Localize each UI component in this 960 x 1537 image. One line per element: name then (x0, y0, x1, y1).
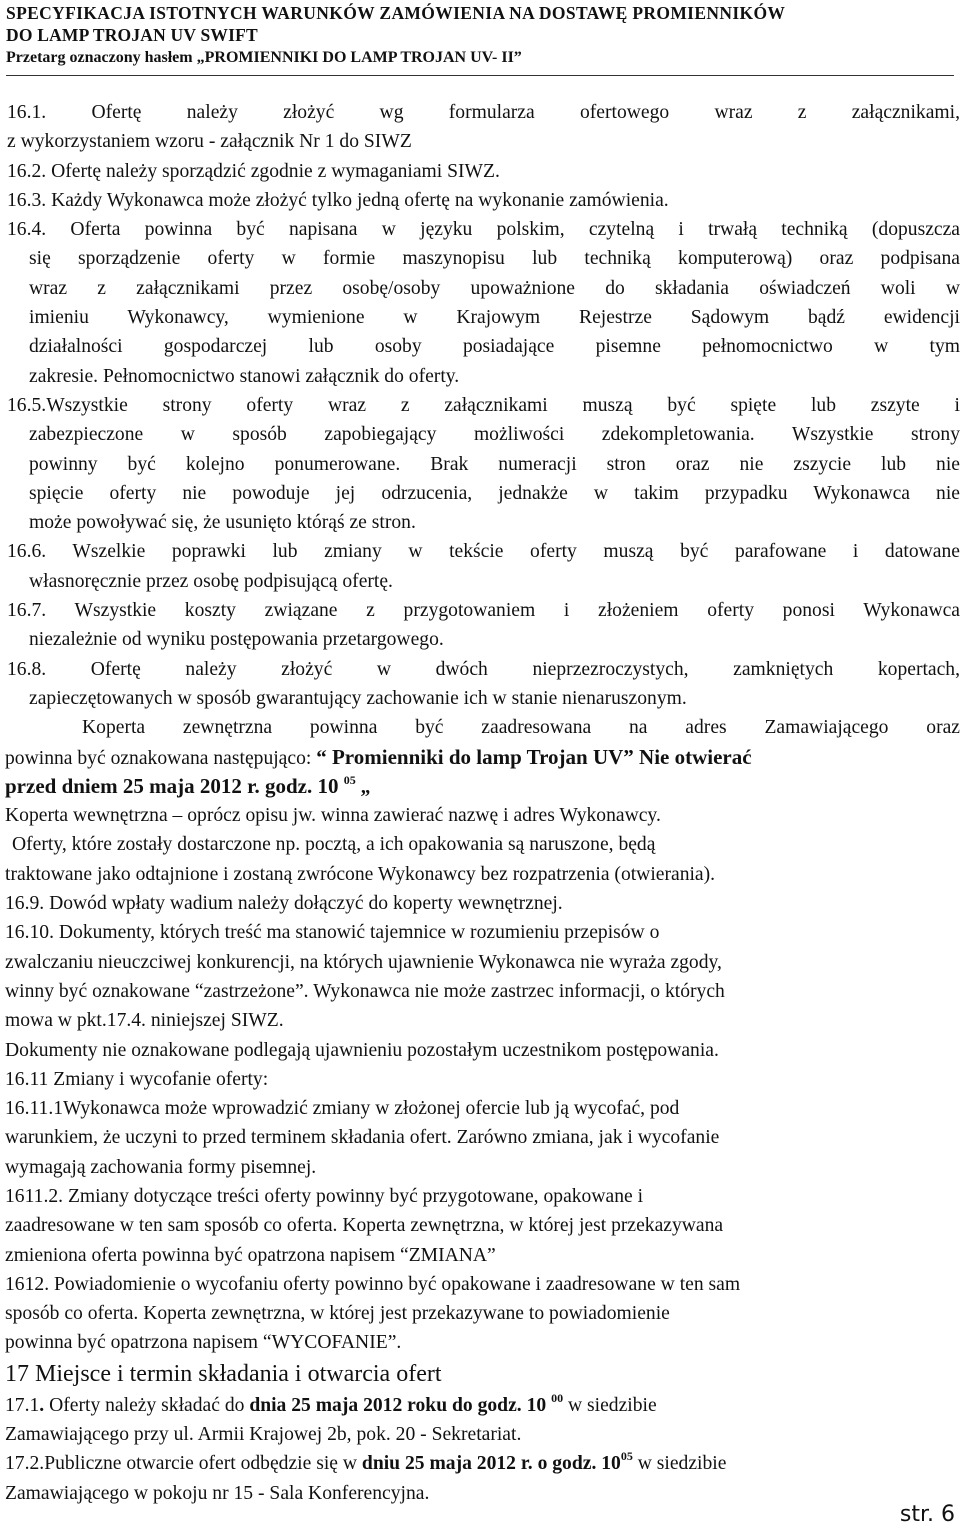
text-span: 17.2.Publiczne otwarcie ofert odbędzie się w (5, 1453, 362, 1475)
text-line: zaadresowane w ten sam sposób co oferta. Koperta zewnętrzna, w której jest przekazywana (5, 1215, 724, 1237)
text-line: wymagają zachowania formy pisemnej. (5, 1156, 317, 1178)
text-line (0, 1449, 960, 1478)
text-line: zakresie. Pełnomocnictwo stanowi załącznik do oferty. (29, 365, 460, 387)
text-line: może powoływać się, że usunięto którąś ze stron. (29, 512, 416, 534)
text-line: 16.2. Ofertę należy sporządzić zgodnie z wymaganiami SIWZ. (7, 160, 500, 182)
text-line: 16.8. Ofertę należy złożyć w dwóch nieprzezroczystych, zamkniętych kopertach, (7, 658, 960, 680)
text-line: działalności gospodarczej lub osoby posiadające pisemne pełnomocnictwo w tym (29, 336, 960, 358)
text-line: 16.3. Każdy Wykonawca może złożyć tylko jedną ofertę na wykonanie zamówienia. (7, 189, 669, 211)
text-span: w siedzibie (632, 1453, 727, 1475)
text-line: 16.10. Dokumenty, których treść ma stanowić tajemnice w rozumieniu przepisów o (5, 922, 660, 944)
text-line: 16.11.1Wykonawca może wprowadzić zmiany w złożonej ofercie lub ją wycofać, pod (5, 1098, 680, 1120)
text-line: Oferty, które zostały dostarczone np. pocztą, a ich opakowania są naruszone, będą (12, 834, 656, 856)
text-span: „ (355, 776, 371, 798)
text-line: spięcie oferty nie powoduje jej odrzucenia, jednakże w takim przypadku Wykonawca nie (29, 482, 960, 504)
text-span: 17.1 (5, 1394, 40, 1416)
text-line (0, 1391, 960, 1420)
superscript: 05 (343, 772, 356, 787)
text-line: sposób co oferta. Koperta zewnętrzna, w której jest przekazywane to powiadomienie (5, 1303, 670, 1325)
text-line: Koperta wewnętrzna – oprócz opisu jw. winna zawierać nazwę i adres Wykonawcy. (5, 805, 661, 827)
envelope-deadline-line (0, 772, 960, 801)
text-line: winny być oznakowane “zastrzeżone”. Wykonawca nie może zastrzec informacji, o których (5, 980, 725, 1002)
text-line: się sporządzenie oferty w formie maszynopisu lub techniką komputerową) oraz podpisana (29, 248, 960, 270)
text-line: Zamawiającego w pokoju nr 15 - Sala Konferencyjna. (5, 1482, 430, 1504)
header-title-line2: DO LAMP TROJAN UV SWIFT (6, 25, 258, 45)
superscript: 00 (551, 1390, 564, 1405)
text-line: warunkiem, że uczyni to przed terminem składania ofert. Zarówno zmiana, jak i wycofanie (5, 1127, 720, 1149)
envelope-deadline-bold: przed dniem 25 maja 2012 r. godz. 10 (5, 773, 344, 798)
text-line: zapieczętowanych w sposób gwarantujący zachowanie ich w stanie nienaruszonym. (29, 687, 687, 709)
envelope-marking-line (0, 743, 960, 772)
text-line: zabezpieczone w sposób zapobiegający możliwości zdekompletowania. Wszystkie strony (29, 424, 960, 446)
text-line: mowa w pkt.17.4. niniejszej SIWZ. (5, 1010, 284, 1032)
envelope-marking-bold: “ Promienniki do lamp Trojan UV” Nie otwierać (316, 744, 752, 769)
text-line: 16.9. Dowód wpłaty wadium należy dołączyć do koperty wewnętrznej. (5, 893, 563, 915)
text-line: traktowane jako odtajnione i zostaną zwrócone Wykonawcy bez rozpatrzenia (otwierania). (5, 863, 716, 885)
text-line: imieniu Wykonawcy, wymienione w Krajowym Rejestrze Sądowym bądź ewidencji (29, 307, 960, 329)
text-line: Koperta zewnętrzna powinna być zaadresowana na adres Zamawiającego oraz (82, 717, 960, 739)
text-span: Oferty należy składać do (44, 1394, 250, 1416)
text-line: własnoręcznie przez osobę podpisującą ofertę. (29, 570, 393, 592)
header-divider (6, 75, 954, 76)
document-body (0, 98, 960, 1508)
header-tender-name: Przetarg oznaczony hasłem „PROMIENNIKI DO LAMP TROJAN UV- II” (6, 49, 522, 66)
text-span: . (39, 1394, 45, 1416)
text-line: 16.4. Oferta powinna być napisana w języku polskim, czytelną i trwałą techniką (dopuszcza (7, 219, 960, 241)
text-line: 16.11 Zmiany i wycofanie oferty: (5, 1068, 269, 1090)
text-line: 16.5.Wszystkie strony oferty wraz z załącznikami muszą być spięte lub zszyte i (7, 394, 960, 416)
text-line: powinna być opatrzona napisem “WYCOFANIE”. (5, 1332, 402, 1354)
text-line: Zamawiającego przy ul. Armii Krajowej 2b, pok. 20 - Sekretariat. (5, 1424, 522, 1446)
text-line: 16.6. Wszelkie poprawki lub zmiany w tekście oferty muszą być parafowane i datowane (7, 541, 960, 563)
text-line: zwalczaniu nieuczciwej konkurencji, na których ujawnienie Wykonawca nie wyraża zgody, (5, 951, 722, 973)
text-line: zmieniona oferta powinna być opatrzona napisem “ZMIANA” (5, 1244, 496, 1266)
text-line: z wykorzystaniem wzoru - załącznik Nr 1 do SIWZ (7, 131, 412, 153)
section-title: 17 Miejsce i termin składania i otwarcia ofert (5, 1360, 442, 1387)
text-line: 16.1. Ofertę należy złożyć wg formularza ofertowego wraz z załącznikami, (7, 102, 960, 123)
text-line: 16.7. Wszystkie koszty związane z przygotowaniem i złożeniem oferty ponosi Wykonawca (7, 600, 960, 622)
page-number: str. 6 (899, 1502, 955, 1527)
deadline-bold: dnia 25 maja 2012 roku do godz. 10 (249, 1394, 552, 1416)
text-line: powinny być kolejno ponumerowane. Brak numeracji stron oraz nie zszycie lub nie (29, 453, 960, 475)
text-line: 1611.2. Zmiany dotyczące treści oferty powinny być przygotowane, opakowane i (5, 1185, 644, 1207)
text-span: powinna być oznakowana następująco: (5, 747, 317, 769)
header-title-line1: SPECYFIKACJA ISTOTNYCH WARUNKÓW ZAMÓWIENIA NA DOSTAWĘ PROMIENNIKÓW (6, 3, 786, 23)
text-line: wraz z załącznikami przez osobę/osoby upoważnione do składania oświadczeń woli w (29, 277, 960, 299)
opening-date-bold: dniu 25 maja 2012 r. o godz. 10 (361, 1453, 621, 1475)
text-line: niezależnie od wyniku postępowania przetargowego. (29, 629, 444, 651)
superscript: 05 (620, 1449, 633, 1464)
text-line: Dokumenty nie oznakowane podlegają ujawnieniu pozostałym uczestnikom postępowania. (5, 1039, 719, 1061)
text-span: w siedzibie (563, 1394, 657, 1416)
text-line: 1612. Powiadomienie o wycofaniu oferty powinno być opakowane i zaadresowane w ten sam (5, 1273, 741, 1295)
